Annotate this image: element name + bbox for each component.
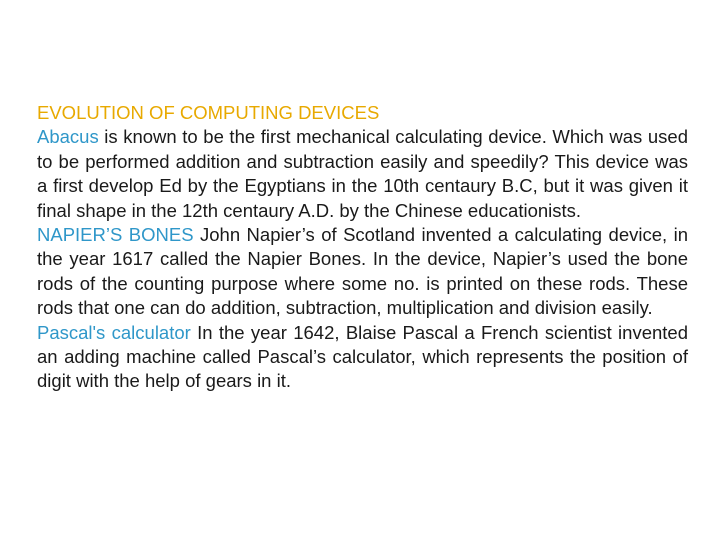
slide-heading: EVOLUTION OF COMPUTING DEVICES [37, 102, 380, 123]
paragraph-napiers-bones [37, 223, 688, 321]
paragraph-napiers-bones-text: John Napier’s of Scotland invented a calculating device, in the year 1617 called the Napier Bones. In the device, Napier’s used the bone rods of the counting purpose where some no. is printed on these rods. These rods that one can do addition, subtraction, multiplication and division easily. [37, 224, 688, 319]
paragraph-abacus [37, 125, 688, 223]
paragraph-pascals-calculator-text: In the year 1642, Blaise Pascal a French scientist invented an adding machine called Pascal’s calculator, which represents the position of digit with the help of gears in it. [37, 321, 688, 392]
slide-body [37, 101, 688, 394]
term-abacus: Abacus [37, 126, 99, 148]
term-napiers-bones: NAPIER’S BONES [37, 224, 194, 246]
term-pascals-calculator: Pascal's calculator [37, 321, 191, 343]
paragraph-abacus-text: is known to be the first mechanical calculating device. Which was used to be performed addition and subtraction easily and speedily? This device was a first develop Ed by the Egyptians in the 10th centaury B.C, but it was given it final shape in the 12th centaury A.D. by the Chinese educationists. [37, 126, 688, 221]
paragraph-pascals-calculator [37, 321, 688, 394]
